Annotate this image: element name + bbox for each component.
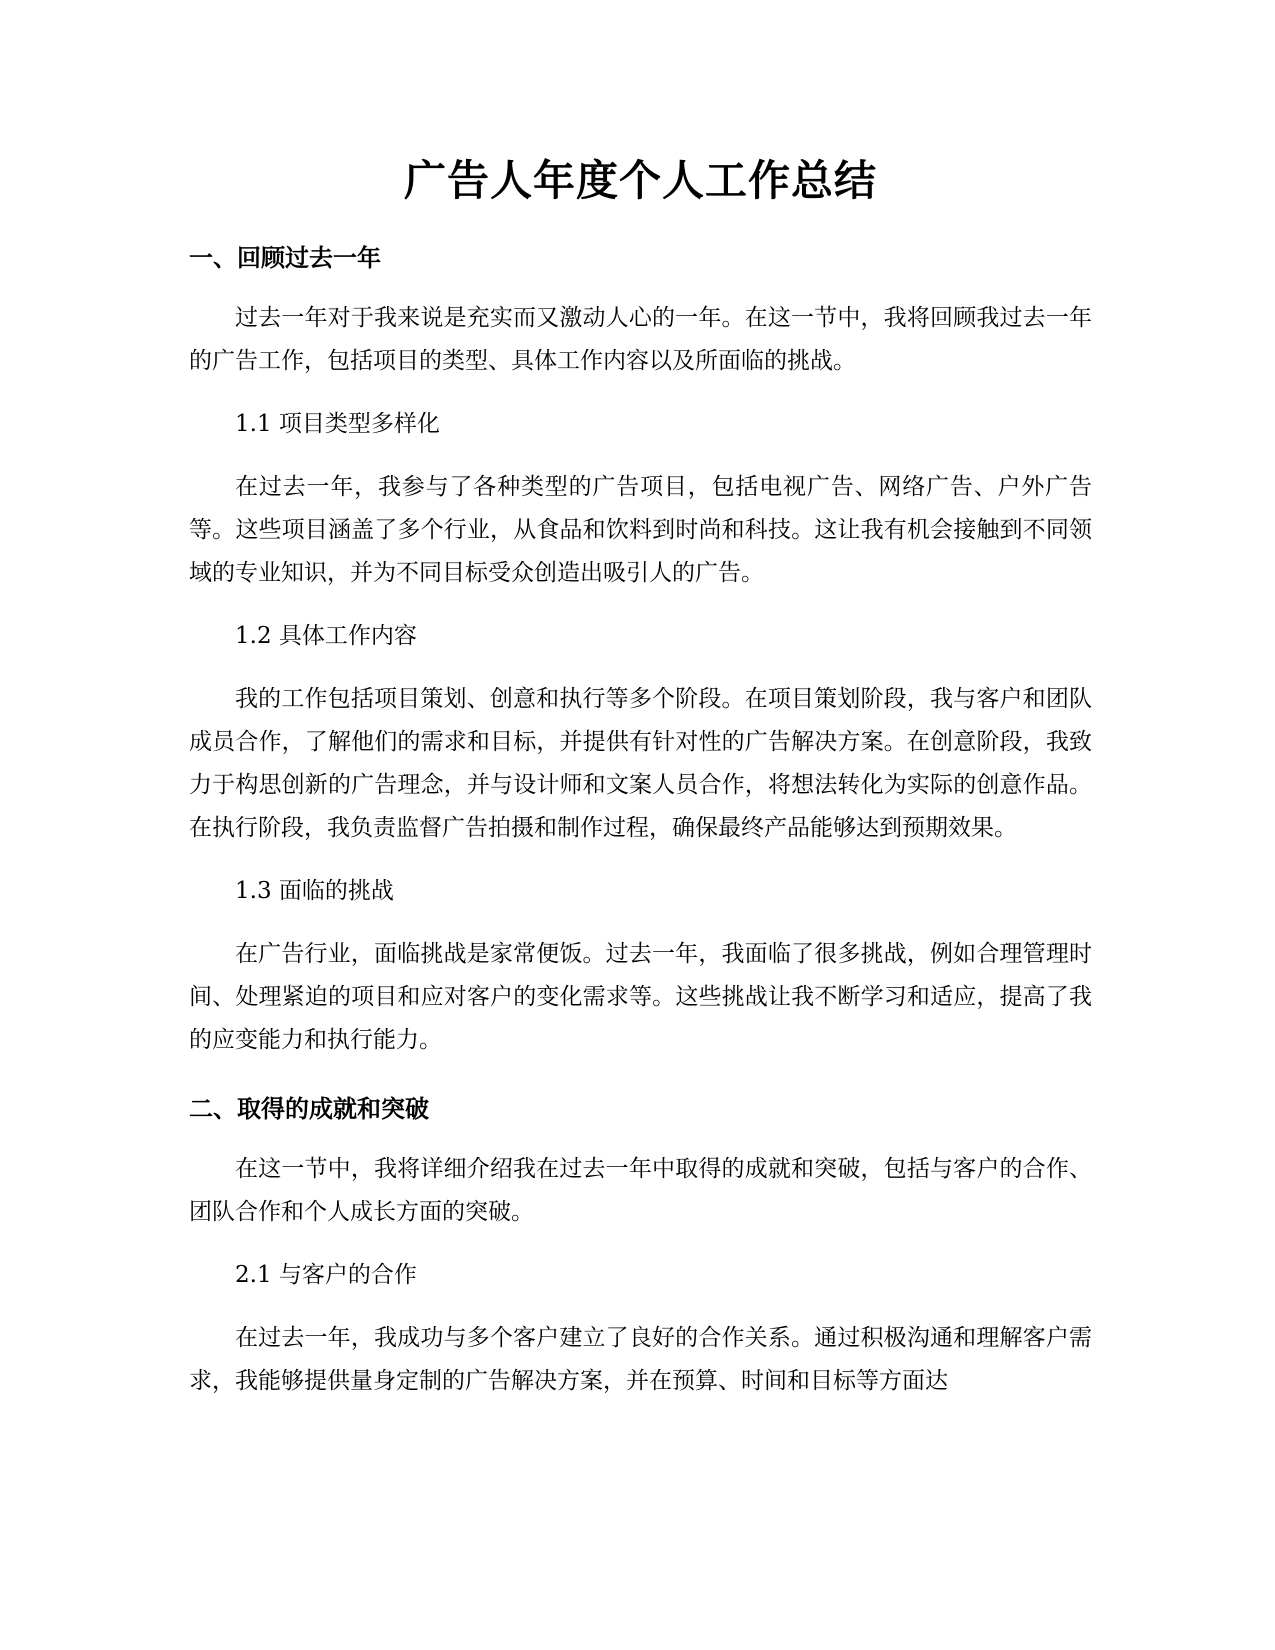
- section-heading-achievements: 二、取得的成就和突破: [189, 1095, 429, 1123]
- subsection-heading-project-types: 1.1 项目类型多样化: [235, 411, 440, 437]
- section-heading-review: 一、回顾过去一年: [189, 244, 381, 272]
- subsection-body-client-cooperation: 在过去一年，我成功与多个客户建立了良好的合作关系。通过积极沟通和理解客户需求，我能够提供量身定制的广告解决方案，并在预算、时间和目标等方面达: [189, 1325, 1092, 1394]
- subsection-heading-work-content: 1.2 具体工作内容: [235, 623, 417, 649]
- subsection-body-work-content: 我的工作包括项目策划、创意和执行等多个阶段。在项目策划阶段，我与客户和团队成员合作，了解他们的需求和目标，并提供有针对性的广告解决方案。在创意阶段，我致力于构思创新的广告理念，并与设计师和文案人员合作，将想法转化为实际的创意作品。在执行阶段，我负责监督广告拍摄和制作过程，确保最终产品能够达到预期效果。: [189, 686, 1092, 841]
- subsection-heading-client-cooperation: 2.1 与客户的合作: [235, 1262, 417, 1288]
- subsection-body-challenges: 在广告行业，面临挑战是家常便饭。过去一年，我面临了很多挑战，例如合理管理时间、处理紧迫的项目和应对客户的变化需求等。这些挑战让我不断学习和适应，提高了我的应变能力和执行能力。: [189, 941, 1092, 1053]
- document-body: [189, 150, 1092, 1403]
- subsection-body-project-types: 在过去一年，我参与了各种类型的广告项目，包括电视广告、网络广告、户外广告等。这些项目涵盖了多个行业，从食品和饮料到时尚和科技。这让我有机会接触到不同领域的专业知识，并为不同目标受众创造出吸引人的广告。: [189, 474, 1092, 586]
- document-title: 广告人年度个人工作总结: [403, 156, 877, 205]
- subsection-heading-challenges: 1.3 面临的挑战: [235, 878, 394, 904]
- section-intro-review: 过去一年对于我来说是充实而又激动人心的一年。在这一节中，我将回顾我过去一年的广告工作，包括项目的类型、具体工作内容以及所面临的挑战。: [189, 305, 1092, 374]
- section-intro-achievements: 在这一节中，我将详细介绍我在过去一年中取得的成就和突破，包括与客户的合作、团队合作和个人成长方面的突破。: [189, 1156, 1092, 1225]
